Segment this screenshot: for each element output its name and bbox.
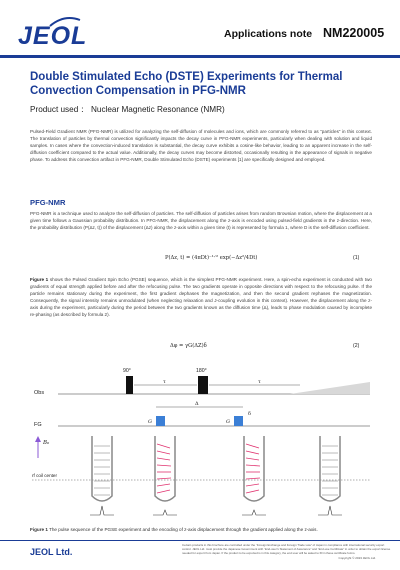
header-divider <box>0 55 400 58</box>
footer-divider <box>0 540 400 541</box>
sample-tube-1 <box>92 436 112 501</box>
obs-label: Obs <box>34 390 45 396</box>
equation-number-2: (2) <box>353 343 360 349</box>
spectra <box>90 506 342 515</box>
spectrum-4 <box>318 506 342 515</box>
b0-label: B₀ <box>43 440 50 446</box>
spectrum-1 <box>90 506 114 515</box>
caption-text: The pulse sequence of the PGSE experiment and the encoding of z-axis displacement through the gradient applied along the z-axis. <box>47 527 318 532</box>
pulse-90 <box>126 376 133 394</box>
pulse-90-label: 90° <box>123 368 131 374</box>
document-type: Applications note <box>224 28 313 40</box>
equation-number-1: (1) <box>353 255 360 261</box>
title-line-1: Double Stimulated Echo (DSTE) Experiments for Thermal <box>30 71 343 83</box>
rf-coil-center-label: rf coil center <box>32 473 58 478</box>
small-delta-label: δ <box>248 411 252 417</box>
fg-label: FG <box>34 422 42 428</box>
spectrum-2 <box>153 510 177 515</box>
pfg-nmr-paragraph-1: PFG-NMR is a technique used to analyze the self-diffusion of particles. The self-diffusion of particles arises from random Brownian motion, where the displacement at a given time follows a Gaussian probability distribution. In PFG-NMR, the displacement along the z-axis is encoded using pulsed-field gradients in the z-direction. Here, the probability distribution (P(Δz, t)) of the displacement (Δz) along the z-axis within a given time (t) is represented by formula 1, where D is the self-diffusion coefficient. <box>30 211 372 230</box>
echo-signal <box>290 382 370 394</box>
figure-caption <box>30 527 375 532</box>
tau-label-2: τ <box>258 379 261 385</box>
figure-ref: Figure 1 <box>30 277 49 282</box>
jeol-logo: JEOL <box>18 22 88 50</box>
tau-label-1: τ <box>163 379 166 385</box>
big-delta-label: Δ <box>195 401 199 407</box>
g-label-2: G <box>226 419 230 425</box>
gradient-pulse-1 <box>156 416 165 426</box>
pulse-180-label: 180° <box>196 368 207 374</box>
product-used: Product used ： Nuclear Magnetic Resonance (NMR) <box>30 105 225 114</box>
intro-paragraph: Pulsed-Field Gradient NMR (PFG-NMR) is utilized for analyzing the self-diffusion of molecules and ions, which are commonly referred to as “particles” in this context. The translation of particles by thermal convection significantly impacts the decay curve in PFG-NMR experiments, particularly when dealing with solution and liquid samples. In cases where the convection-induced translation is substantial, the decay curve exhibits a cosine-like behavior, leading to an apparent increase in the self-diffusion coefficient compared to the actual value. Additionally, the decay curves may become distorted, occasionally resulting in the appearance of signals in negative phase. To address this convection artifact in PFG-NMR, Double Stimulated Echo (DSTE) experiments [1] are specifically designed and employed. <box>30 129 372 162</box>
pgse-sequence-figure <box>30 360 375 518</box>
pulse-180 <box>198 376 208 394</box>
spectrum-3 <box>242 510 266 515</box>
section-heading-pfg-nmr: PFG-NMR <box>30 198 66 207</box>
document-number: NM220005 <box>323 26 385 40</box>
footer-company: JEOL Ltd. <box>30 547 73 557</box>
formula-1: P(Δz, t) = (4πDt)⁻¹ᐟ² exp(−Δz²/4Dt) <box>165 255 258 261</box>
pfg-nmr-paragraph-2 <box>30 276 372 318</box>
title-line-2: Convection Compensation in PFG-NMR <box>30 85 246 97</box>
formula-2: Δφ = γG(ΔZ)δ <box>170 343 207 349</box>
copyright: Copyright © 2023 JEOL Ltd. <box>338 556 376 560</box>
header <box>0 0 400 62</box>
b0-arrowhead <box>35 436 41 442</box>
g-label-1: G <box>148 419 152 425</box>
export-notice: Certain products in this brochure are controlled under the “Foreign Exchange and Foreign Trade Law” of Japan in compliance with international security export control. JEOL Ltd. must provide the Japanese Government with “End-user’s Statement of Assurance” and “End-use Certificate” in order to obtain the export license needed for export from Japan. If the product to be exported is in this category, the end user will be asked to fill in these certificate forms. <box>182 543 391 555</box>
caption-lead: Figure 1 <box>30 527 48 532</box>
sample-tube-2 <box>155 436 175 501</box>
gradient-pulse-2 <box>234 416 243 426</box>
page-title <box>30 70 380 98</box>
sample-tube-4 <box>320 436 340 501</box>
sample-tube-3 <box>244 436 264 501</box>
pfg-nmr-paragraph-2-text: shows the Pulsed Gradient Spin Echo (PGSE) sequence, which is the simplest PFG-NMR experiment. Here, a spin-echo experiment is conducted with two gradients of equal strength applied before and after the refocusing pulse. The two gradients operate in opposite directions with respect to the refocusing pulse. If the particle remains stationary during the experiment, the first gradient dephases the magnetization, and then the second gradient rephases the magnetization. Consequently, the signal intensity remains unmodulated (when neglecting relaxation and J-coupling evolution in this context). However, the displacement along the z-axis during the experiment, particularly during the period between the two gradients known as the diffusion time (Δ), leads to phase modulation caused by incomplete re-phasing (as described by formula 2). <box>30 277 372 317</box>
